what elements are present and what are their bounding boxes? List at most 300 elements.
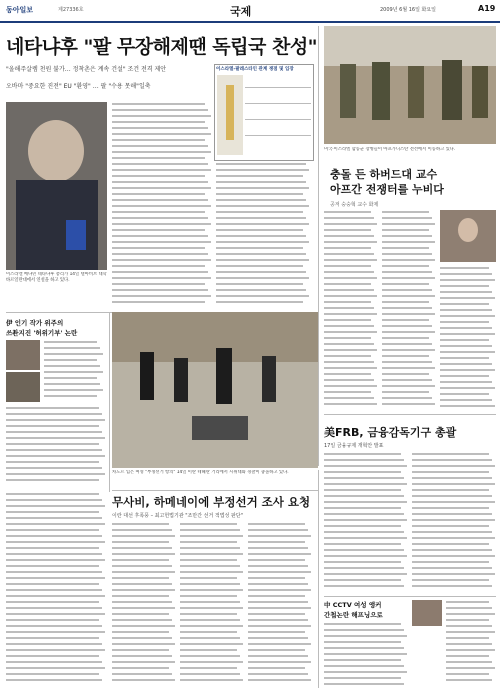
text-line xyxy=(216,247,303,249)
text-line xyxy=(324,659,401,661)
text-line xyxy=(324,235,374,237)
text-line xyxy=(6,673,99,675)
text-line xyxy=(180,655,240,657)
text-line xyxy=(44,347,100,349)
text-line xyxy=(112,151,211,153)
photo-sky xyxy=(324,26,496,66)
text-line xyxy=(440,297,495,299)
author-portrait-2 xyxy=(6,372,40,402)
text-line xyxy=(112,133,211,135)
text-line xyxy=(216,283,303,285)
text-line xyxy=(382,313,435,315)
text-line xyxy=(180,631,237,633)
soldier-figure xyxy=(340,64,356,118)
text-line xyxy=(216,193,303,195)
text-line xyxy=(248,607,311,609)
text-line xyxy=(112,169,211,171)
text-line xyxy=(6,655,99,657)
text-line xyxy=(324,223,377,225)
text-line xyxy=(112,571,175,573)
text-line xyxy=(412,537,495,539)
text-line xyxy=(440,369,495,371)
text-line xyxy=(112,607,175,609)
text-line xyxy=(248,553,311,555)
lead-body-col1 xyxy=(112,102,212,308)
netanyahu-photo xyxy=(6,102,107,270)
text-line xyxy=(180,637,240,639)
text-line xyxy=(112,553,175,555)
text-line xyxy=(112,637,172,639)
text-line xyxy=(446,607,492,609)
cctv-headline-2: 간첩논란 해프닝으로 xyxy=(324,611,383,619)
text-line xyxy=(324,647,404,649)
text-line xyxy=(382,367,435,369)
text-line xyxy=(382,247,429,249)
map-territory xyxy=(226,85,234,140)
protest-caption: 차도르 입은 여성 "부정선거 항의" 14일 이란 테헤란 거리에서 시위대와 경찰이 충돌하고 있다. xyxy=(112,470,289,475)
text-line xyxy=(440,321,489,323)
text-line xyxy=(6,619,99,621)
text-line xyxy=(324,465,407,467)
text-line xyxy=(6,661,102,663)
harvard-headline-2: 아프간 전쟁터를 누비다 xyxy=(330,183,444,196)
text-line xyxy=(440,291,492,293)
text-line xyxy=(6,637,99,639)
text-line xyxy=(112,589,175,591)
text-line xyxy=(324,579,401,581)
text-line xyxy=(6,437,105,439)
text-line xyxy=(382,337,429,339)
text-line xyxy=(44,395,97,397)
text-line xyxy=(112,643,175,645)
text-line xyxy=(412,465,495,467)
text-line xyxy=(324,623,401,625)
text-line xyxy=(112,109,208,111)
text-line xyxy=(324,265,371,267)
text-line xyxy=(112,577,169,579)
text-line xyxy=(180,607,243,609)
text-line xyxy=(6,613,105,615)
text-line xyxy=(6,649,105,651)
text-line xyxy=(324,349,377,351)
text-line xyxy=(440,273,492,275)
text-line xyxy=(440,309,492,311)
text-line xyxy=(216,175,303,177)
text-line xyxy=(6,461,99,463)
text-line xyxy=(6,559,105,561)
text-line xyxy=(112,229,205,231)
text-line xyxy=(324,561,401,563)
frb-subhead: 17일 금융규제 개혁안 발표 xyxy=(324,443,384,449)
text-line xyxy=(324,259,377,261)
text-line xyxy=(6,601,99,603)
lead-photo-caption: 이스라엘 베냐민 네타냐후 총리가 14일 텔아비브 대학 바르일란대에서 연설을 하고 있다. xyxy=(6,272,107,283)
text-line xyxy=(216,235,306,237)
text-line xyxy=(248,571,311,573)
text-line xyxy=(382,403,435,405)
text-line xyxy=(324,555,407,557)
text-line xyxy=(180,589,243,591)
text-line xyxy=(248,535,311,537)
text-line xyxy=(6,565,99,567)
text-line xyxy=(412,525,489,527)
text-line xyxy=(6,583,99,585)
text-line xyxy=(382,361,432,363)
text-line xyxy=(44,365,100,367)
text-line xyxy=(112,247,205,249)
text-line xyxy=(382,253,432,255)
text-line xyxy=(324,549,404,551)
text-line xyxy=(6,595,105,597)
text-line xyxy=(412,513,492,515)
text-line xyxy=(248,559,305,561)
text-line xyxy=(324,301,371,303)
text-line xyxy=(382,349,435,351)
text-line xyxy=(248,613,305,615)
harvard-body-col2 xyxy=(382,210,436,410)
text-line xyxy=(6,517,102,519)
iran-body-col3 xyxy=(248,522,312,688)
text-line xyxy=(324,337,371,339)
frb-body-col2 xyxy=(412,452,496,592)
page-number: A19 xyxy=(478,4,496,13)
text-line xyxy=(382,343,432,345)
text-line xyxy=(324,241,377,243)
text-line xyxy=(180,547,240,549)
text-line xyxy=(382,283,429,285)
text-line xyxy=(440,333,495,335)
text-line xyxy=(44,359,97,361)
text-line xyxy=(112,103,205,105)
text-line xyxy=(180,643,243,645)
text-line xyxy=(6,449,102,451)
text-line xyxy=(180,673,240,675)
soldier-figure xyxy=(442,60,462,120)
text-line xyxy=(324,635,407,637)
text-line xyxy=(112,223,211,225)
text-line xyxy=(180,529,240,531)
text-line xyxy=(412,507,489,509)
text-line xyxy=(324,525,401,527)
text-line xyxy=(324,653,407,655)
text-line xyxy=(112,523,169,525)
text-line xyxy=(248,625,311,627)
text-line xyxy=(248,547,308,549)
profile-body xyxy=(6,406,106,488)
text-line xyxy=(112,613,169,615)
text-line xyxy=(446,619,489,621)
text-line xyxy=(446,631,495,633)
flag-element xyxy=(66,220,86,250)
lead-subhead-1: "올해주살렘 천원 불가… 정착촌은 계속 건설" 조건 전격 제안 xyxy=(6,66,167,73)
text-line xyxy=(6,425,99,427)
text-line xyxy=(216,199,306,201)
text-line xyxy=(248,619,308,621)
text-line xyxy=(324,671,407,673)
masthead xyxy=(0,0,500,20)
text-line xyxy=(6,547,99,549)
text-line xyxy=(112,181,208,183)
text-line xyxy=(446,679,492,681)
text-line xyxy=(324,355,371,357)
text-line xyxy=(324,253,374,255)
text-line xyxy=(216,301,303,303)
profile-headline-1: 伊 인기 작가 위주의 xyxy=(6,319,64,327)
text-line xyxy=(440,327,492,329)
text-line xyxy=(324,471,401,473)
frb-headline: 美FRB, 금융감독기구 총괄 xyxy=(324,426,457,439)
text-line xyxy=(180,679,243,681)
soldiers-photo xyxy=(324,26,496,144)
text-line xyxy=(324,453,401,455)
text-line xyxy=(6,529,99,531)
text-line xyxy=(248,529,308,531)
protester-figure xyxy=(216,348,232,404)
text-line xyxy=(412,519,495,521)
text-line xyxy=(440,267,489,269)
text-line xyxy=(440,345,492,347)
text-line xyxy=(180,595,237,597)
text-line xyxy=(112,187,211,189)
text-line xyxy=(216,229,303,231)
text-line xyxy=(6,419,105,421)
text-line xyxy=(180,541,237,543)
text-line xyxy=(216,163,306,165)
text-line xyxy=(412,567,492,569)
text-line xyxy=(412,561,489,563)
text-line xyxy=(324,677,401,679)
text-line xyxy=(324,343,374,345)
text-line xyxy=(6,643,102,645)
text-line xyxy=(112,175,205,177)
text-line xyxy=(6,541,105,543)
fallen-figure xyxy=(192,416,248,440)
text-line xyxy=(112,565,172,567)
text-line xyxy=(112,241,211,243)
table-title: 이스라엘-팔레스타인 관계 쟁점 및 입장 xyxy=(216,67,294,72)
harvard-headline-1: 충돌 든 하버드대 교수 xyxy=(330,168,438,181)
text-line xyxy=(248,673,308,675)
text-line xyxy=(112,271,208,273)
text-line xyxy=(6,493,99,495)
text-line xyxy=(382,217,432,219)
text-line xyxy=(248,643,311,645)
text-line xyxy=(216,187,309,189)
text-line xyxy=(446,661,492,663)
text-line xyxy=(440,399,492,401)
text-line xyxy=(248,679,311,681)
text-line xyxy=(446,673,489,675)
harvard-body-col1 xyxy=(324,210,378,410)
text-line xyxy=(248,601,308,603)
text-line xyxy=(180,553,243,555)
text-line xyxy=(112,601,172,603)
text-line xyxy=(44,383,100,385)
text-line xyxy=(44,377,97,379)
text-line xyxy=(440,351,495,353)
text-line xyxy=(324,217,374,219)
portrait-face xyxy=(28,120,84,182)
text-line xyxy=(180,601,240,603)
text-line xyxy=(112,679,175,681)
text-line xyxy=(248,589,311,591)
text-line xyxy=(112,655,172,657)
text-line xyxy=(440,363,492,365)
text-line xyxy=(324,501,407,503)
text-line xyxy=(248,637,308,639)
text-line xyxy=(112,265,205,267)
text-line xyxy=(6,431,102,433)
text-line xyxy=(180,649,237,651)
profile-body-top xyxy=(44,340,104,404)
text-line xyxy=(248,649,305,651)
text-line xyxy=(44,341,97,343)
text-line xyxy=(6,667,105,669)
text-line xyxy=(112,193,205,195)
text-line xyxy=(440,315,495,317)
text-line xyxy=(112,673,172,675)
text-line xyxy=(180,571,243,573)
text-line xyxy=(112,619,172,621)
text-line xyxy=(180,613,237,615)
text-line xyxy=(6,467,102,469)
text-line xyxy=(180,523,237,525)
cctv-headline-1: 中 CCTV 여성 앵커 xyxy=(324,601,382,609)
text-line xyxy=(382,373,429,375)
text-line xyxy=(324,277,377,279)
text-line xyxy=(382,355,429,357)
text-line xyxy=(382,295,435,297)
text-line xyxy=(112,625,175,627)
text-line xyxy=(382,265,429,267)
text-line xyxy=(216,265,303,267)
text-line xyxy=(216,271,306,273)
lead-subhead-2: 오바마 "중요한 진전" EU "환영" … 팔 "수용 못해"일축 xyxy=(6,83,151,90)
harvard-body-col3 xyxy=(440,266,496,410)
text-line xyxy=(382,301,429,303)
text-line xyxy=(112,127,208,129)
professor-portrait xyxy=(440,210,496,262)
text-line xyxy=(6,443,99,445)
text-line xyxy=(324,513,404,515)
text-line xyxy=(248,565,308,567)
text-line xyxy=(6,553,102,555)
text-line xyxy=(6,413,102,415)
text-line xyxy=(216,223,309,225)
text-line xyxy=(324,459,404,461)
text-line xyxy=(44,371,103,373)
text-line xyxy=(324,543,401,545)
text-line xyxy=(180,625,243,627)
text-line xyxy=(412,543,489,545)
text-line xyxy=(440,405,495,407)
text-line xyxy=(248,661,311,663)
text-line xyxy=(112,121,205,123)
text-line xyxy=(248,523,305,525)
text-line xyxy=(6,571,102,573)
text-line xyxy=(112,235,208,237)
soldier-figure xyxy=(472,66,488,118)
text-line xyxy=(112,583,172,585)
text-line xyxy=(6,473,105,475)
text-line xyxy=(44,353,103,355)
lead-headline: 네타냐후 "팔 무장해제땐 독립국 찬성" xyxy=(6,36,318,58)
text-line xyxy=(382,277,435,279)
text-line xyxy=(324,313,377,315)
text-line xyxy=(6,505,105,507)
soldier-figure xyxy=(408,66,424,118)
text-line xyxy=(324,477,404,479)
text-line xyxy=(412,459,492,461)
text-line xyxy=(180,619,240,621)
newspaper-logo: 동아일보 xyxy=(6,6,34,14)
text-line xyxy=(324,271,374,273)
author-portrait-1 xyxy=(6,340,40,370)
text-line xyxy=(446,601,489,603)
text-line xyxy=(324,567,404,569)
protest-photo xyxy=(112,312,318,468)
text-line xyxy=(180,661,243,663)
protester-figure xyxy=(140,352,154,400)
text-line xyxy=(446,625,492,627)
text-line xyxy=(216,253,306,255)
text-line xyxy=(216,169,309,171)
text-line xyxy=(6,631,105,633)
text-line xyxy=(180,577,237,579)
protester-figure xyxy=(262,356,276,402)
text-line xyxy=(6,577,105,579)
text-line xyxy=(440,303,489,305)
text-line xyxy=(216,217,306,219)
text-line xyxy=(412,585,492,587)
text-line xyxy=(446,667,495,669)
text-line xyxy=(382,211,429,213)
profile-headline-2: 쓰촨지진 '허위기부' 논란 xyxy=(6,329,78,337)
text-line xyxy=(248,577,305,579)
text-line xyxy=(324,289,374,291)
portrait-face xyxy=(458,218,478,242)
text-line xyxy=(112,289,208,291)
text-line xyxy=(180,559,237,561)
text-line xyxy=(412,477,492,479)
text-line xyxy=(324,519,407,521)
text-line xyxy=(324,367,377,369)
text-line xyxy=(112,283,205,285)
text-line xyxy=(440,387,495,389)
text-line xyxy=(412,531,492,533)
text-line xyxy=(324,379,374,381)
text-line xyxy=(112,163,208,165)
text-line xyxy=(248,583,308,585)
text-line xyxy=(112,631,169,633)
text-line xyxy=(6,479,99,481)
text-line xyxy=(412,471,489,473)
text-line xyxy=(324,307,374,309)
text-line xyxy=(324,483,407,485)
text-line xyxy=(216,181,306,183)
text-line xyxy=(248,667,305,669)
text-line xyxy=(112,547,172,549)
text-line xyxy=(324,385,377,387)
text-line xyxy=(440,381,492,383)
text-line xyxy=(382,325,432,327)
text-line xyxy=(216,211,303,213)
harvard-byline: 공저 숭숭혁 교수 화제 xyxy=(330,202,379,208)
text-line xyxy=(440,279,495,281)
text-line xyxy=(6,679,102,681)
text-line xyxy=(440,285,489,287)
masthead-rule xyxy=(0,21,500,23)
